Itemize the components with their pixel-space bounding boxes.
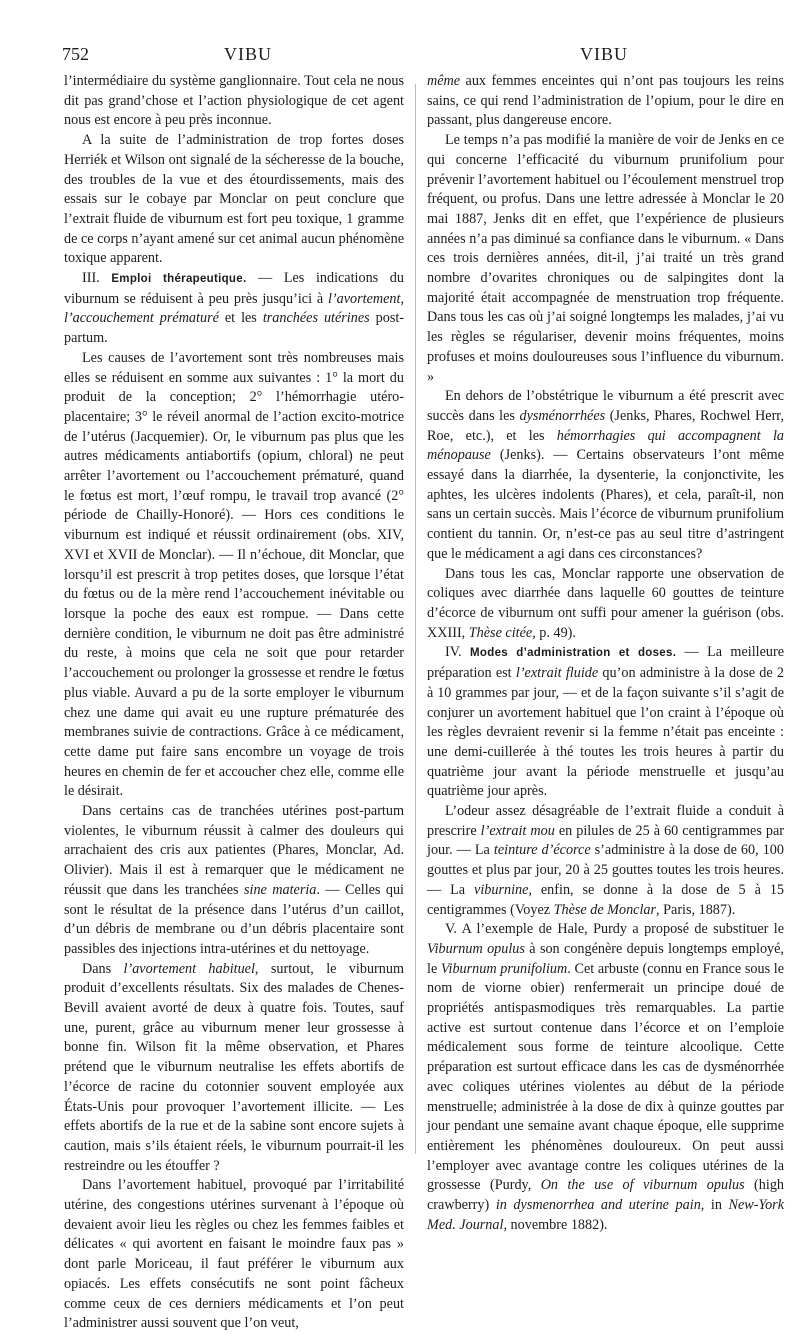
- right-column: [427, 72, 784, 1235]
- section-heading: Modes d’administration et doses.: [470, 647, 677, 660]
- text-run: (Jenks). — Certains observateurs l’ont même essayé dans la diarrhée, la dysenterie, la conjonctivite, les aphtes, les ulcères indolents (Phares), et cela, paraît-il, non sans un certain succès. Mais l’écorce de viburnum prunifolium contient du tannin. Or, n’est-ce pas au seul titre d’astringent que le médicament a agi dans ces circonstances?: [427, 447, 784, 562]
- italic-text: l’avortement habituel: [123, 960, 255, 977]
- text-run: , p. 49).: [532, 624, 576, 641]
- page-number: 752: [62, 44, 89, 64]
- text-run: s’administre à la dose de 60, 100 gouttes et plus par jour, 20 à 25 gouttes toutes les trois heures. — La: [427, 842, 784, 898]
- paragraph: [64, 269, 404, 349]
- text-run: V. A l’exemple de Hale, Purdy a proposé de substituer le: [445, 921, 784, 938]
- paragraph: [427, 920, 784, 1235]
- paragraph: [64, 72, 404, 131]
- paragraph: [64, 1176, 404, 1334]
- text-run: (high crawberry): [427, 1177, 785, 1214]
- text-run: . — Celles qui sont le résultat de la présence dans l’utérus d’un caillot, d’un débris de membrane ou d’un débris placentaire sont passibles des injections intra-utérines et du nettoyage.: [64, 881, 405, 957]
- text-run: III.: [82, 270, 112, 287]
- paragraph: [427, 643, 784, 802]
- text-run: l’intermédiaire du système ganglionnaire. Tout cela ne nous dit pas grand’chose et l’action physiologique de cet agent nous est encore à peu près inconnue.: [64, 73, 404, 129]
- italic-text: Thèse de Monclar: [553, 901, 657, 918]
- paragraph: [427, 565, 784, 644]
- text-run: — La meilleure préparation est: [427, 644, 784, 682]
- running-header: [62, 44, 770, 68]
- text-run: . Cet arbuste (connu en France sous le nom de viorne obier) renfermerait un principe doué de propriétés antispasmodiques très remarquables. La partie active est surtout contenue dans l’écorce et on l’emploie médicalement sous forme de teinture alcoolique. Cette préparation est surtout efficace dans les cas de dysménorrhée avec coliques utérines violentes au début de la période menstruelle; administrée à la dose de dix à quinze gouttes par jour pendant une semaine avant chaque époque, elle supprime entièrement les phénomènes douloureux. On peut aussi l’employer avec avantage contre les coliques utérines de la grossesse (Purdy,: [427, 960, 784, 1194]
- section-heading: Emploi thérapeutique.: [111, 273, 247, 286]
- paragraph: [64, 349, 404, 802]
- text-run: Dans tous les cas, Monclar rapporte une observation de coliques avec diarrhée dans laquelle 60 gouttes de teinture d’écorce de viburnum ont suffi pour amener la guérison (obs. XXIII,: [427, 565, 784, 641]
- text-run: , surtout, le viburnum produit d’excellents résultats. Six des malades de Chenes-Bevill avaient avorté de deux à quatre fois. Toutes, sauf une, purent, grâce au viburnum mener leur grossesse à bonne fin. Wilson fit la même observation, et Phares prétend que le viburnum neutralise les effets abortifs de l’écorce de racine du cotonnier souvent employée aux États-Unis pour provoquer l’avortement illicite. — Les effets abortifs de la rue et de la sabine sont encore sujets à caution, mais s’ils étaient réels, le viburnum pourrait-il les restreindre ou les étouffer ?: [64, 960, 404, 1174]
- text-run: qu’on administre à la dose de 2 à 10 grammes par jour, — et de la façon suivante s’il s’agit de conjurer un avortement habituel que l’on craint à l’époque où les règles devraient revenir si la femme n’était pas enceinte : une demi-cuillerée à thé toutes les trois heures à partir du quatrième jour avant la période menstruelle et jusqu’au quatrième jour après.: [427, 665, 785, 800]
- italic-text: même: [427, 73, 461, 89]
- italic-text: teinture d’écorce: [493, 842, 591, 859]
- italic-text: Viburnum opulus: [427, 940, 525, 957]
- italic-text: On the use of viburnum opulus: [540, 1177, 745, 1194]
- text-run: , Paris, 1887).: [656, 901, 736, 918]
- italic-text: New-York Med. Journal: [427, 1197, 784, 1233]
- text-run: Le temps n’a pas modifié la manière de voir de Jenks en ce qui concerne l’efficacité du viburnum prunifolium pour prévenir l’avortement habituel ou l’écoulement menstruel trop fréquent, ou profus. Dans une lettre adressée à Monclar le 20 mai 1887, Jenks dit en effet, que l’expérience de plusieurs années n’a pas diminué sa confiance dans le viburnum. « Dans ces trois dernières années, dit-il, j’ai traité un très grand nombre d’ovarites chroniques ou de salpingites dont la majorité était accompagnée de menstruation trop fréquente. Dans tous les cas où j’ai soigné longtemps les malades, j’ai vu les règles se régulariser, devenir moins fréquentes, moins profuses et moins douloureuses sous l’influence du viburnum. »: [427, 132, 784, 385]
- paragraph: [64, 802, 404, 960]
- paragraph: [427, 72, 784, 131]
- text-run: post-partum.: [64, 310, 405, 347]
- text-run: Dans certains cas de tranchées utérines post-partum violentes, le viburnum réussit à calmer des douleurs qui arrachaient des cris aux patientes (Phares, Monclar, Ad. Olivier). Mais il est à remarquer que le médicament ne réussit que dans les tranchées: [64, 803, 404, 898]
- italic-text: sine materia: [243, 881, 317, 898]
- text-run: en pilules de 25 à 60 centigrammes par jour. — La: [427, 822, 785, 859]
- text-run: (Jenks, Phares, Rochwel Herr, Roe, etc.), et les: [427, 407, 785, 444]
- paragraph: [64, 131, 404, 269]
- text-run: Dans: [82, 960, 124, 977]
- paragraph: [64, 960, 404, 1177]
- text-run: A la suite de l’administration de trop fortes doses Herriék et Wilson ont signalé de la sécheresse de la bouche, des troubles de la vue et des étourdissements, mais des essais sur le cobaye par Monclar on peut conclure que l’extrait fluide de viburnum est fort peu toxique, 1 gramme de ce corps n’ayant amené sur cet animal aucun phénomène toxique apparent.: [64, 132, 404, 267]
- italic-text: Thèse citée: [468, 624, 533, 641]
- text-run: à son congénère depuis longtemps employé, le: [427, 940, 784, 977]
- text-run: , enfin, se donne à la dose de 5 à 15 centigrammes (Voyez: [427, 881, 785, 918]
- paragraph: [427, 387, 784, 564]
- paragraph: [427, 802, 784, 920]
- italic-text: tranchées utérines: [262, 310, 370, 327]
- text-run: , in: [700, 1197, 729, 1214]
- text-run: et les: [218, 310, 263, 327]
- paragraph: [427, 131, 784, 387]
- right-running-title: VIBU: [580, 44, 628, 64]
- italic-text: in dysmenorrhea and uterine pain: [495, 1197, 701, 1214]
- column-divider: [415, 84, 416, 1154]
- text-run: aux femmes enceintes qui n’ont pas toujours les reins sains, ce qui rend l’administration de l’opium, pour le dire en passant, plus dangereuse encore.: [427, 73, 784, 129]
- text-run: ,: [400, 290, 404, 307]
- italic-text: viburnine: [474, 881, 529, 898]
- italic-text: l’extrait mou: [480, 822, 555, 839]
- text-run: — Les indications du viburnum se réduisent à peu près jusqu’ici à: [64, 270, 404, 307]
- italic-text: dysménorrhées: [519, 407, 606, 424]
- italic-text: hémorrhagies qui accompagnent la ménopause: [427, 427, 784, 464]
- text-run: IV.: [445, 644, 471, 661]
- left-running-title: VIBU: [224, 44, 272, 64]
- text-run: Dans l’avortement habituel, provoqué par l’irritabilité utérine, des congestions utérines survenant à l’époque où devaient avoir lieu les règles ou chez les femmes faibles et délicates « qui avortent en faisant le moindre faux pas » dont parle Moriceau, il faut préférer le viburnum aux opiacés. Les effets consécutifs ne sont point fâcheux comme ceux de ces derniers médicaments et l’on peut l’administrer aussi souvent que l’on veut,: [64, 1177, 404, 1332]
- text-run: , novembre 1882).: [503, 1216, 608, 1233]
- italic-text: Viburnum prunifolium: [440, 960, 568, 977]
- italic-text: l’avortement: [327, 290, 401, 307]
- text-run: En dehors de l’obstétrique le viburnum a été prescrit avec succès dans les: [427, 388, 784, 424]
- left-column: [64, 72, 404, 1334]
- text-run: Les causes de l’avortement sont très nombreuses mais elles se réduisent en somme aux suivantes : 1° la mort du produit de la conception; 2° l’hémorrhagie utéro-placentaire; 3° le réveil anormal de l’action excito-motrice de l’utérus (Jacquemier). Or, le viburnum pas plus que les autres médicaments antiabortifs (opium, chloral) ne peut arrêter l’avortement ou l’accouchement prématuré, quand le fœtus est mort, l’œuf rompu, le travail trop avancé (2° période de Chailly-Honoré). — Hors ces conditions le viburnum est indiqué et réussit ordinairement (obs. XIV, XVI et XVII de Monclar). — Il n’échoue, dit Monclar, que lorsqu’il est prescrit à trop petites doses, que lorsque l’état du fœtus ou de la mère rend l’accouchement inévitable ou lorsque la poche des eaux est rompue. — Dans cette dernière condition, le viburnum ne doit pas être administré du reste, à moins que cela ne soit que pour retarder l’accouchement ou prolonger la grossesse et rendre le fœtus plus viable. Auvard a pu de la sorte employer le viburnum chez une dame qui avait eu une rupture prématurée des membranes suivie de contractions. Grâce à ce médicament, cette dame put faire sans encombre un voyage de trois heures en chemin de fer et accoucher chez elle, comme elle le désirait.: [64, 349, 404, 800]
- text-run: L’odeur assez désagréable de l’extrait fluide a conduit à prescrire: [427, 803, 784, 839]
- italic-text: l’extrait fluide: [515, 665, 599, 682]
- italic-text: l’accouchement prématuré: [64, 310, 219, 327]
